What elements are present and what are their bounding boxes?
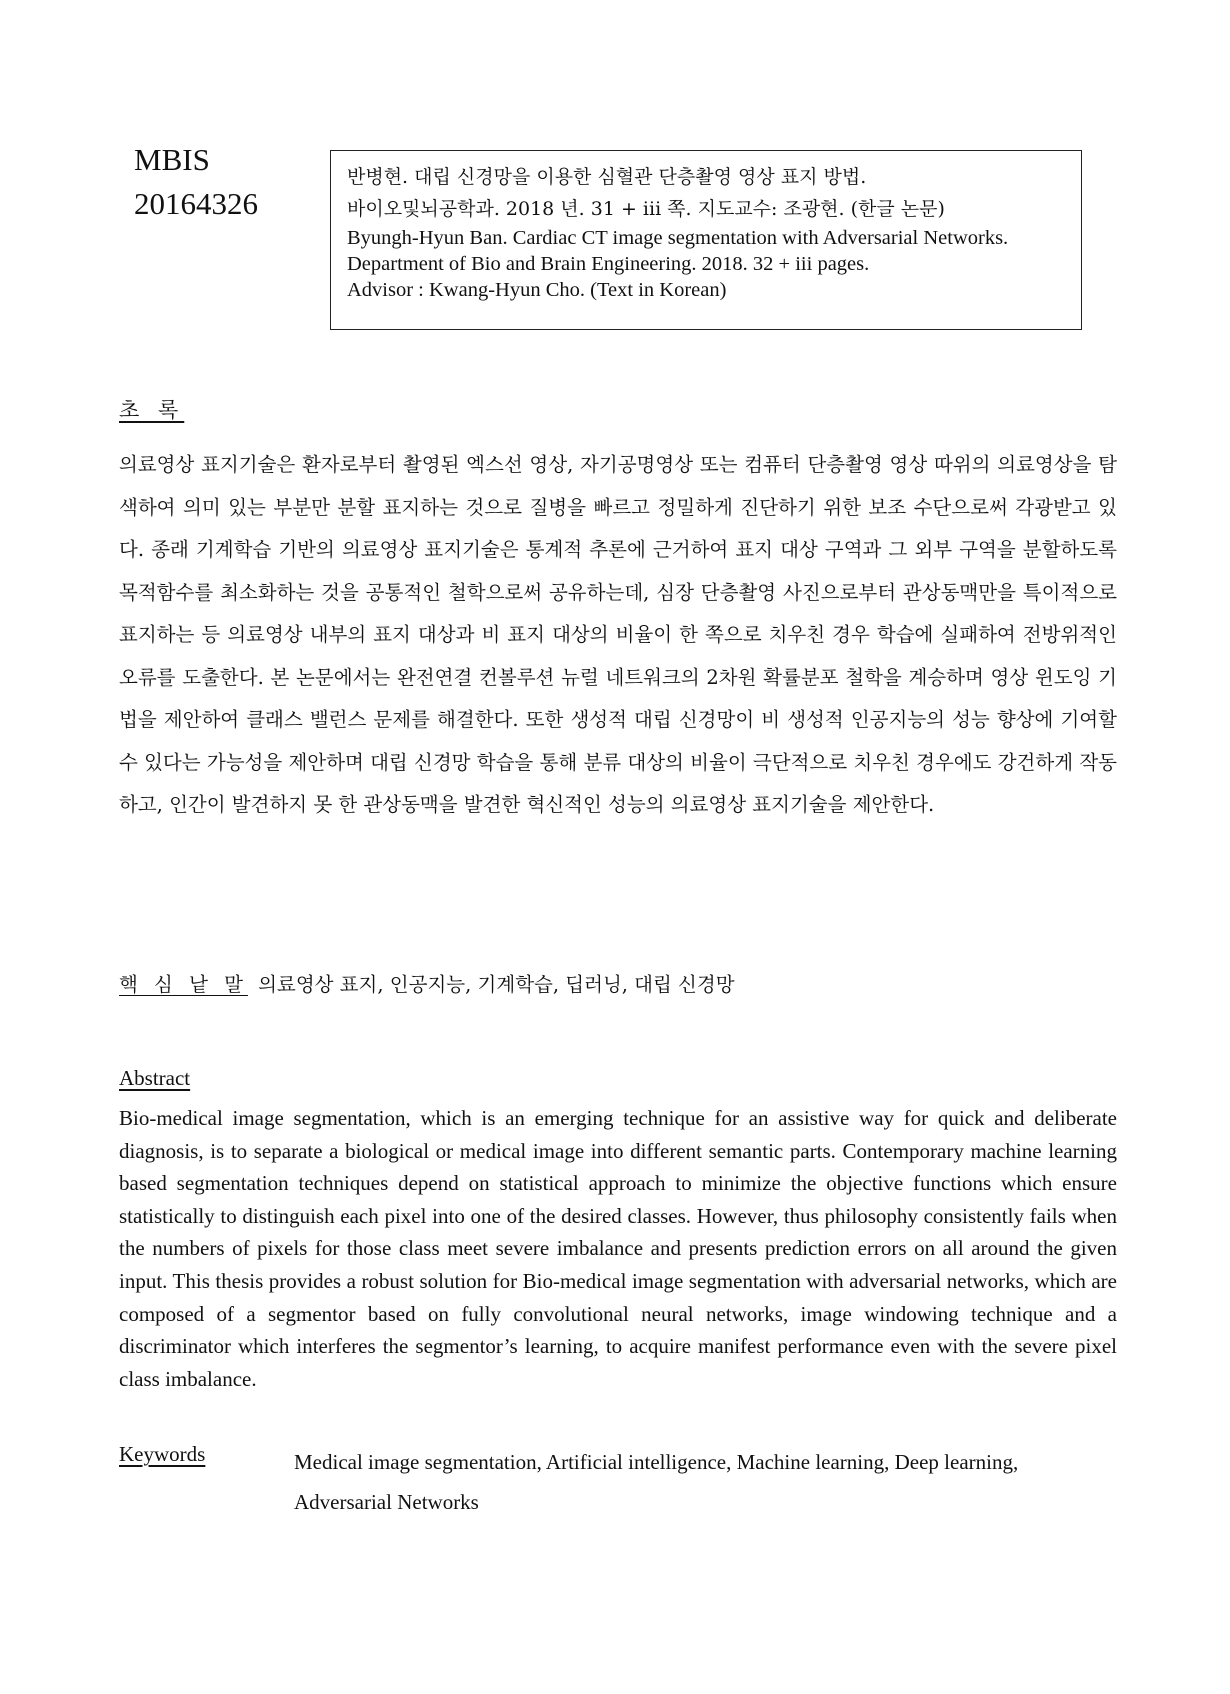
citation-english-line-2: Department of Bio and Brain Engineering. 2018. 32 + iii pages. — [347, 253, 870, 275]
citation-korean-line-1: 반병현. 대립 신경망을 이용한 심혈관 단층촬영 영상 표지 방법. — [347, 166, 867, 188]
korean-keywords-label: 핵 심 낱 말 — [119, 973, 248, 996]
korean-abstract-body — [119, 444, 1117, 827]
student-id: 20164326 — [134, 186, 258, 221]
department-code-block — [134, 138, 258, 226]
english-abstract-title: Abstract — [119, 1066, 191, 1090]
korean-keywords-list: 의료영상 표지, 인공지능, 기계학습, 딥러닝, 대립 신경망 — [258, 973, 735, 996]
english-keywords-list: Medical image segmentation, Artificial intelligence, Machine learning, Deep learning, Adversarial Networks — [294, 1450, 1019, 1514]
korean-abstract-paragraph: 의료영상 표지기술은 환자로부터 촬영된 엑스선 영상, 자기공명영상 또는 컴퓨터 단층촬영 영상 따위의 의료영상을 탐색하여 의미 있는 부분만 분할 표지하는 것으로 질병을 빠르고 정밀하게 진단하기 위한 보조 수단으로써 각광받고 있다. 종래 기계학습 기반의 의료영상 표지기술은 통계적 추론에 근거하여 표지 대상 구역과 그 외부 구역을 분할하도록 목적함수를 최소화하는 것을 공통적인 철학으로써 공유하는데, 심장 단층촬영 사진으로부터 관상동맥만을 특이적으로 표지하는 등 의료영상 내부의 표지 대상과 비 표지 대상의 비율이 한 쪽으로 치우친 경우 학습에 실패하여 전방위적인 오류를 도출한다. 본 논문에서는 완전연결 컨볼루션 뉴럴 네트워크의 2차원 확률분포 철학을 계승하며 영상 윈도잉 기법을 제안하여 클래스 밸런스 문제를 해결한다. 또한 생성적 대립 신경망이 비 생성적 인공지능의 성능 향상에 기여할 수 있다는 가능성을 제안하며 대립 신경망 학습을 통해 분류 대상의 비율이 극단적으로 치우친 경우에도 강건하게 작동하고, 인간이 발견하지 못 한 관상동맥을 발견한 혁신적인 성능의 의료영상 표지기술을 제안한다. — [119, 453, 1117, 816]
citation-korean-line-2: 바이오및뇌공학과. 2018 년. 31 + iii 쪽. 지도교수: 조광현. (한글 논문) — [347, 198, 945, 220]
citation-box — [330, 150, 1082, 330]
citation-english-line-1: Byungh-Hyun Ban. Cardiac CT image segmentation with Adversarial Networks. — [347, 227, 1009, 249]
citation-english-line-3: Advisor : Kwang-Hyun Cho. (Text in Korean) — [347, 279, 727, 301]
english-abstract-paragraph: Bio-medical image segmentation, which is an emerging technique for an assistive way for quick and deliberate diagnosis, is to separate a biological or medical image into different semantic parts. Contemporary machine learning based segmentation techniques depend on statistical approach to minimize the objective functions which ensure statistically to distinguish each pixel into one of the desired classes. However, thus philosophy consistently fails when the numbers of pixels for those class meet severe imbalance and presents prediction errors on all around the given input. This thesis provides a robust solution for Bio-medical image segmentation with adversarial networks, which are composed of a segmentor based on fully convolutional neural networks, image windowing technique and a discriminator which interferes the segmentor’s learning, to acquire manifest performance even with the severe pixel class imbalance. — [119, 1106, 1117, 1391]
program-code: MBIS — [134, 142, 210, 177]
korean-keywords — [119, 969, 735, 997]
korean-abstract-title: 초 록 — [119, 398, 185, 422]
english-abstract-body — [119, 1102, 1117, 1395]
english-keywords-label: Keywords — [119, 1442, 206, 1466]
